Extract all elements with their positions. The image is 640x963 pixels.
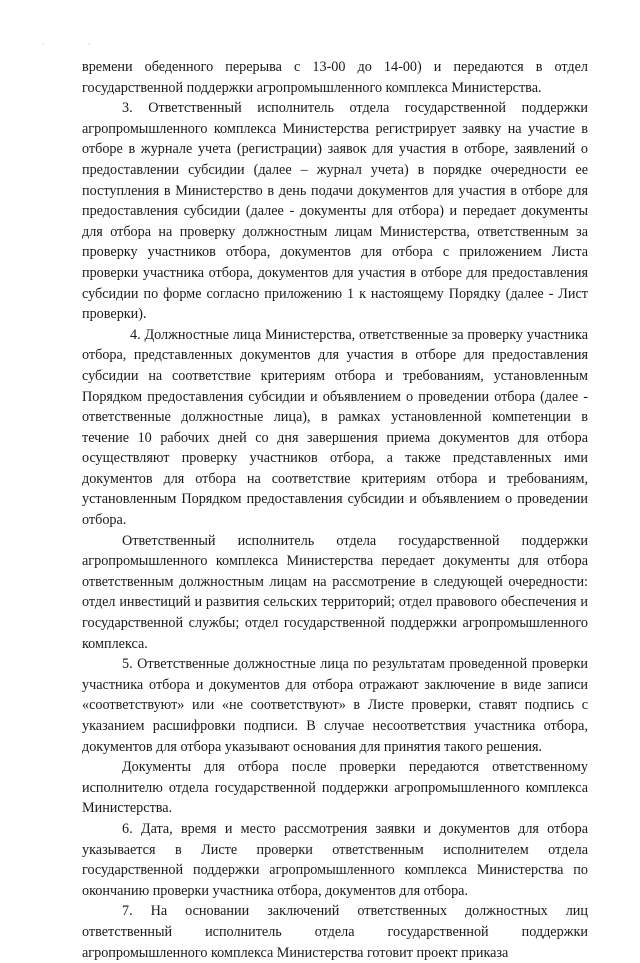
paragraph-transfer-order: Ответственный исполнитель отдела государственной поддержки агропромышленного комплекса Министерства передает документы для отбора ответственным должностным лицам на рассмотрение в следующей очередности: отдел инвестиций и развития сельских территорий; отдел правового обеспечения и государственной службы; отдел государственной поддержки агропромышленного комплекса. [82, 532, 588, 652]
document-page [82, 57, 588, 963]
scan-mark: · [42, 40, 45, 49]
paragraph-item-6: 6. Дата, время и место рассмотрения заявки и документов для отбора указывается в Листе проверки ответственным исполнителем отдела государственной поддержки агропромышленного комплекса Министерства по окончанию проверки участника отбора, документов для отбора. [82, 820, 588, 899]
paragraph-item-4: 4. Должностные лица Министерства, ответственные за проверку участника отбора, представленных документов для участия в отборе для предоставления субсидии на соответствие критериям отбора и требованиям, установленным Порядком предоставления субсидии и объявлением о проведении отбора (далее - ответственные должностные лица), в рамках установленной компетенции в течение 10 рабочих дней со дня завершения приема документов для отбора осуществляют проверку участников отбора, а также представленных ими документов для отбора на соответствие критериям отбора и требованиям, установленным Порядком предоставления субсидии и объявлением о проведении отбора. [82, 326, 588, 529]
paragraph-continued: времени обеденного перерыва с 13-00 до 14-00) и передаются в отдел государственной поддержки агропромышленного комплекса Министерства. [82, 59, 588, 96]
paragraph-item-3: 3. Ответственный исполнитель отдела государственной поддержки агропромышленного комплекса Министерства регистрирует заявку на участие в отборе в журнале учета (регистрации) заявок для участия в отборе, заявлений о предоставлении субсидии (далее – журнал учета) в порядке очередности ее поступления в Министерство в день подачи документов для участия в отборе для предоставления субсидии (далее - документы для отбора) и передает документы для отбора на проверку должностным лицам Министерства, ответственным за проверку участников отбора, документов для отбора с приложением Листа проверки участника отбора, документов для участия в отборе для предоставления субсидии по форме согласно приложению 1 к настоящему Порядку (далее - Лист проверки). [82, 100, 588, 323]
scan-mark: · [88, 40, 91, 49]
paragraph-item-7: 7. На основании заключений ответственных должностных лиц ответственный исполнитель отдела государственной поддержки агропромышленного комплекса Министерства готовит проект приказа [82, 903, 588, 961]
paragraph-documents-return: Документы для отбора после проверки передаются ответственному исполнителю отдела государственной поддержки агропромышленного комплекса Министерства. [82, 759, 588, 817]
paragraph-item-5: 5. Ответственные должностные лица по результатам проведенной проверки участника отбора и документов для отбора отражают заключение в виде записи «соответствуют» или «не соответствуют» в Листе проверки, ставят подпись с указанием расшифровки подписи. В случае несоответствия участника отбора, документов для отбора указывают основания для принятия такого решения. [82, 656, 588, 755]
